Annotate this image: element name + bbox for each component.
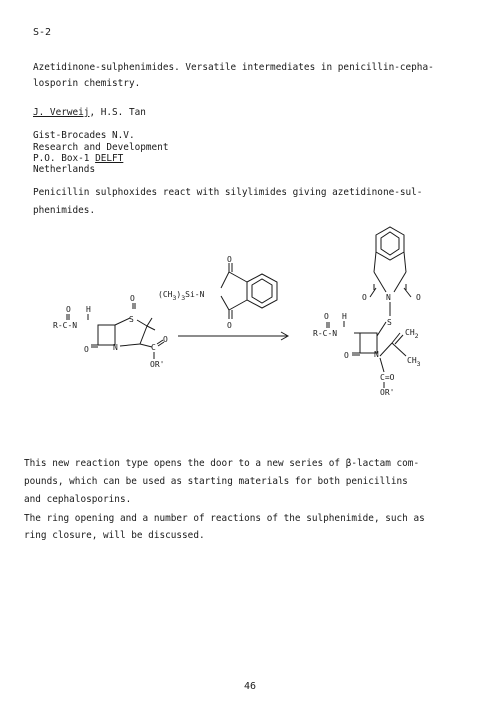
ester-or: OR': [380, 388, 395, 397]
city: DELFT: [95, 153, 124, 164]
methyl: $CH_3$: [407, 356, 421, 368]
intro-line-1: Penicillin sulphoxides react with silylimides giving azetidinone-sul-: [33, 187, 423, 198]
affiliation-line-1: Gist-Brocades N.V.: [33, 130, 135, 141]
reagent-carbonyl-o-bottom: O: [227, 321, 232, 330]
reagent-formula: $(CH_3)_3Si-N$: [158, 290, 205, 302]
ester-or: OR': [150, 360, 165, 369]
silylphthalimide-reagent: [158, 255, 277, 330]
affiliation-line-4: Netherlands: [33, 164, 96, 175]
penicillin-sulphoxide: [53, 294, 168, 369]
imide-o-left: O: [362, 293, 367, 302]
body-line-3: and cephalosporins.: [24, 494, 132, 505]
amide-h: H: [86, 305, 91, 314]
azetidinone-sulphenimide: [313, 227, 421, 397]
body-line-5: ring closure, will be discussed.: [24, 530, 205, 541]
acyl-amide: R-C-N: [313, 329, 338, 338]
carboxyl-c: C: [151, 343, 156, 352]
beta-lactam-ring: [98, 325, 115, 345]
sulfenyl-s: S: [387, 318, 392, 327]
carboxyl-o: O: [163, 335, 168, 344]
lactam-n: N: [374, 350, 379, 359]
co-author: , H.S. Tan: [89, 107, 146, 118]
lactam-carbonyl-o: O: [84, 345, 89, 354]
po-box: P.O. Box-1: [33, 153, 96, 164]
body-line-4: The ring opening and a number of reactions of the sulphenimide, such as: [24, 513, 425, 524]
page-code: S-2: [33, 27, 52, 38]
acyl-amide: R-C-N: [53, 321, 78, 330]
lactam-carbonyl-o: O: [344, 351, 349, 360]
presenting-author: J. Verweij: [33, 107, 90, 118]
title-line-1: Azetidinone-sulphenimides. Versatile intermediates in penicillin-cepha-: [33, 62, 434, 73]
sulfoxide-o: O: [130, 294, 135, 303]
page-number: 46: [244, 681, 257, 692]
thiazolidine-s: S: [129, 315, 134, 324]
methylene: $CH_2$: [405, 328, 419, 340]
lactam-n: N: [113, 343, 118, 352]
reagent-benzene-inner-ring: [252, 279, 272, 303]
ester-carbonyl: C=O: [380, 373, 395, 382]
acyl-carbonyl-o: O: [66, 305, 71, 314]
body-line-2: pounds, which can be used as starting materials for both penicillins: [24, 476, 408, 487]
product-benzene-inner-ring: [381, 232, 399, 255]
imide-o-right: O: [416, 293, 421, 302]
acyl-carbonyl-o: O: [324, 312, 329, 321]
title-line-2: losporin chemistry.: [33, 78, 141, 89]
reagent-carbonyl-o-top: O: [227, 255, 232, 264]
intro-line-2: phenimides.: [33, 205, 96, 216]
affiliation-line-2: Research and Development: [33, 142, 169, 153]
amide-h: H: [342, 312, 347, 321]
imide-n: N: [386, 293, 391, 302]
body-line-1: This new reaction type opens the door to a new series of β-lactam com-: [24, 458, 420, 469]
